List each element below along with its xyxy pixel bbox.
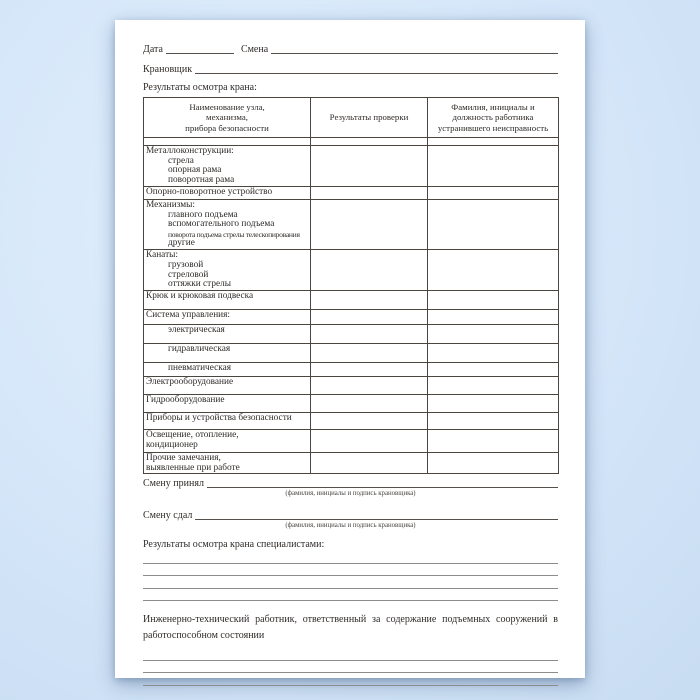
name-cell-line: Канаты: — [146, 250, 178, 261]
name-cell-line: Механизмы: — [146, 199, 196, 210]
fixer-cell — [428, 186, 559, 199]
name-cell — [144, 324, 311, 343]
result-cell — [311, 394, 428, 412]
table-row — [144, 146, 559, 187]
column-header-line: Результаты проверки — [329, 112, 409, 123]
table-row — [144, 394, 559, 412]
table-row — [144, 362, 559, 376]
table-row — [144, 429, 559, 452]
name-cell-line: гидравлическая — [168, 343, 231, 354]
result-cell — [311, 146, 428, 187]
name-cell — [144, 199, 311, 249]
specialists-results-label: Результаты осмотра крана специалистами: — [143, 539, 325, 551]
table-row — [144, 412, 559, 429]
fixer-cell — [428, 394, 559, 412]
fixer-cell — [428, 376, 559, 394]
name-cell — [144, 343, 311, 362]
fixer-cell — [428, 309, 559, 324]
shift-accepted-blank-line — [207, 479, 558, 488]
specialists-blank-lines — [143, 551, 558, 601]
table-row — [144, 290, 559, 309]
specialist-blank-line — [143, 564, 558, 577]
result-cell — [311, 138, 428, 146]
shift-accepted-label: Смену принял — [143, 478, 204, 490]
table-row — [144, 376, 559, 394]
name-cell — [144, 412, 311, 429]
name-cell-line: оттяжки стрелы — [168, 279, 232, 290]
result-cell — [311, 250, 428, 291]
shift-handed-blank-line — [195, 511, 558, 520]
result-cell — [311, 343, 428, 362]
table-row — [144, 452, 559, 473]
fixer-cell — [428, 452, 559, 473]
fixer-cell — [428, 250, 559, 291]
name-cell — [144, 429, 311, 452]
result-cell — [311, 324, 428, 343]
shift-label: Смена — [240, 44, 269, 55]
name-cell — [144, 146, 311, 187]
result-cell — [311, 452, 428, 473]
name-cell — [144, 186, 311, 199]
fixer-cell — [428, 412, 559, 429]
name-cell — [144, 138, 311, 146]
shift-accepted-caption: (фамилия, инициалы и подпись крановщика) — [285, 490, 416, 498]
result-cell — [311, 362, 428, 376]
name-cell-line: стрела — [168, 155, 194, 166]
name-cell-line: кондиционер — [146, 439, 198, 450]
engineer-blank-line — [143, 648, 558, 661]
shift-handed-row — [143, 510, 558, 521]
shift-accepted-row — [143, 478, 558, 489]
name-cell — [144, 376, 311, 394]
specialist-blank-line — [143, 576, 558, 589]
fixer-cell — [428, 362, 559, 376]
fixer-cell — [428, 146, 559, 187]
name-cell-line: опорная рама — [168, 165, 222, 176]
name-cell-line: пневматическая — [168, 362, 231, 373]
name-cell-line: Освещение, отопление, — [146, 429, 239, 440]
table-row — [144, 186, 559, 199]
column-header-line: Фамилия, инициалы и — [451, 101, 535, 112]
column-header-line: Наименование узла, — [189, 101, 265, 112]
name-cell — [144, 309, 311, 324]
column-header-1 — [144, 98, 311, 138]
name-cell — [144, 452, 311, 473]
date-shift-row — [143, 44, 558, 55]
name-cell-line: выявленные при работе — [146, 462, 240, 473]
specialist-blank-line — [143, 551, 558, 564]
fixer-cell — [428, 199, 559, 249]
name-cell-line: электрическая — [168, 324, 225, 335]
shift-handed-block — [143, 510, 558, 530]
date-blank-line — [166, 45, 234, 54]
result-cell — [311, 199, 428, 249]
inspection-results-label: Результаты осмотра крана: — [143, 82, 257, 93]
column-header-line: механизма, — [206, 112, 248, 123]
table-row — [144, 309, 559, 324]
name-cell-line: стреловой — [168, 269, 209, 280]
result-cell — [311, 376, 428, 394]
table-row — [144, 343, 559, 362]
name-cell-line: Гидрооборудование — [146, 394, 225, 405]
inspection-table-header — [144, 98, 559, 138]
name-cell-line: Приборы и устройства безопасности — [146, 412, 292, 423]
fixer-cell — [428, 343, 559, 362]
column-header-line: должность работника — [452, 112, 534, 123]
engineer-blank-lines — [143, 648, 558, 686]
name-cell-line: вспомогательного подъема — [168, 219, 275, 230]
shift-handed-label: Смену сдал — [143, 510, 193, 522]
name-cell-line: Металлоконструкции: — [146, 146, 234, 156]
engineer-blank-line — [143, 661, 558, 674]
result-cell — [311, 412, 428, 429]
name-cell-line: грузовой — [168, 259, 204, 270]
column-header-3 — [428, 98, 559, 138]
name-cell — [144, 290, 311, 309]
column-header-line: устранившего неисправность — [437, 122, 549, 133]
name-cell-line: Опорно-поворотное устройство — [146, 186, 273, 197]
fixer-cell — [428, 290, 559, 309]
result-cell — [311, 186, 428, 199]
name-cell-line: Система управления: — [146, 309, 231, 320]
fixer-cell — [428, 324, 559, 343]
operator-row — [143, 64, 558, 75]
operator-label: Крановщик — [143, 64, 193, 75]
engineer-blank-line — [143, 673, 558, 686]
table-row — [144, 324, 559, 343]
result-cell — [311, 290, 428, 309]
name-cell-line: поворотная рама — [168, 175, 235, 186]
column-header-line: прибора безопасности — [185, 122, 269, 133]
table-row — [144, 138, 559, 146]
table-row — [144, 199, 559, 249]
shift-accepted-block — [143, 478, 558, 498]
specialist-blank-line — [143, 589, 558, 602]
name-cell — [144, 250, 311, 291]
shift-blank-line — [271, 45, 558, 54]
result-cell — [311, 429, 428, 452]
name-cell-line: Крюк и крюковая подвеска — [146, 290, 254, 301]
name-cell-line: другие — [168, 238, 195, 249]
engineer-note: Инженерно-технический работник, ответственный за содержание подъемных сооружений в работоспособном состоянии — [143, 614, 558, 642]
name-cell-line: Электрооборудование — [146, 376, 234, 387]
date-label: Дата — [143, 44, 163, 55]
name-cell — [144, 362, 311, 376]
inspection-table — [143, 97, 559, 474]
result-cell — [311, 309, 428, 324]
fixer-cell — [428, 429, 559, 452]
table-row — [144, 250, 559, 291]
name-cell-line: Прочие замечания, — [146, 452, 221, 463]
document-page — [115, 20, 585, 678]
operator-blank-line — [195, 65, 558, 74]
name-cell-line: главного подъема — [168, 209, 238, 220]
name-cell-line: поворота подъема стрелы телескопирования — [168, 229, 300, 239]
shift-handed-caption: (фамилия, инициалы и подпись крановщика) — [285, 522, 416, 530]
name-cell — [144, 394, 311, 412]
fixer-cell — [428, 138, 559, 146]
column-header-2 — [311, 98, 428, 138]
